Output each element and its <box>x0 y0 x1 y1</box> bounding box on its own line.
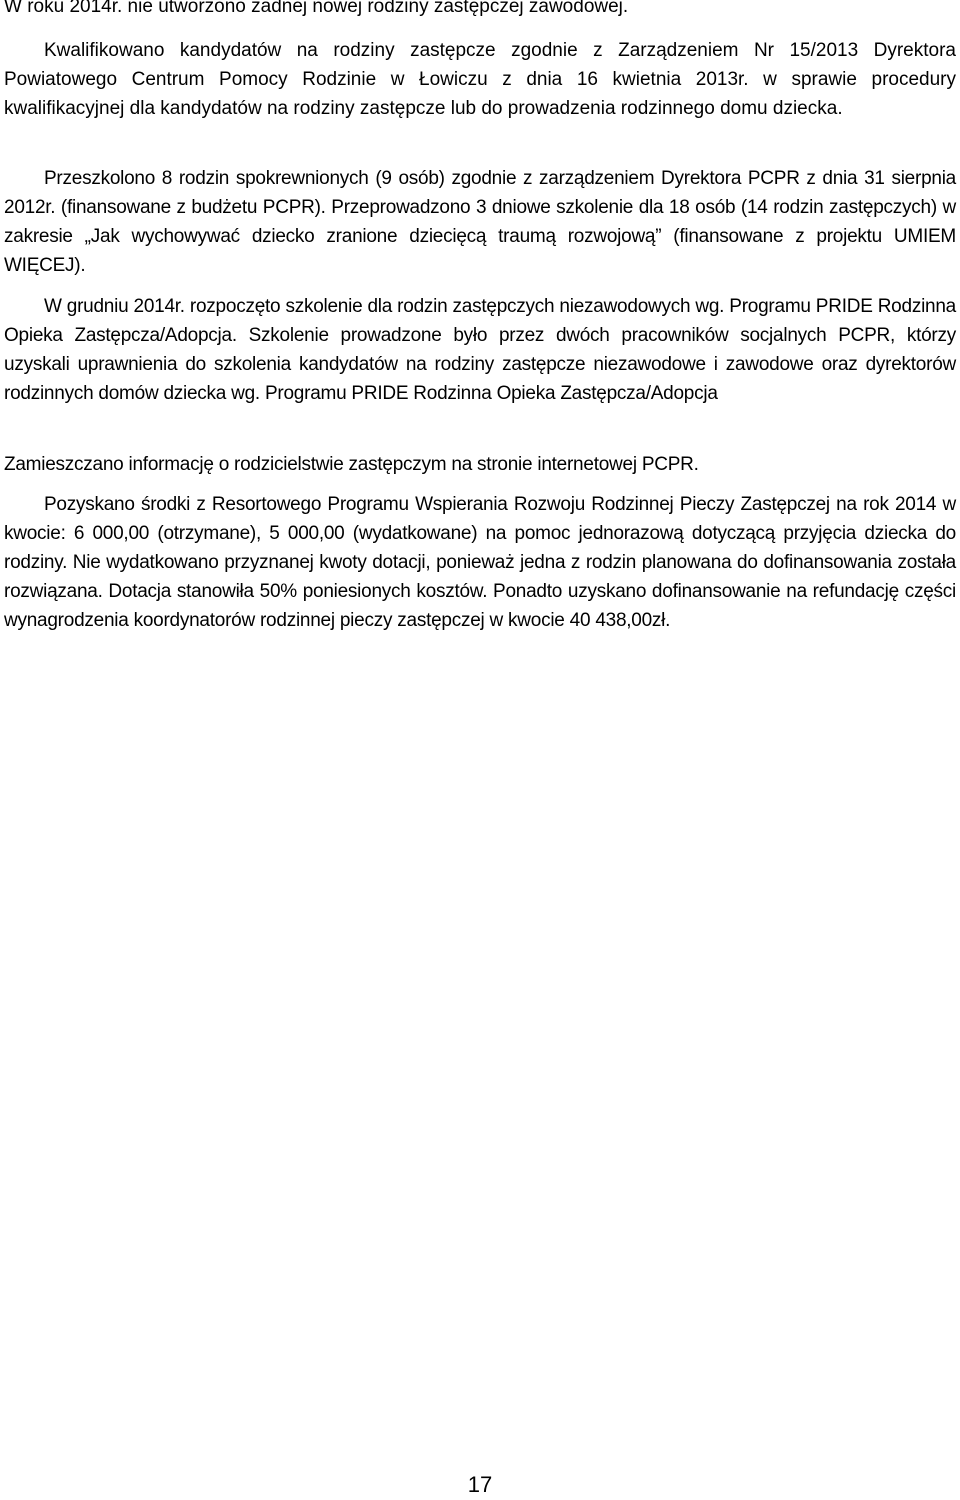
page-number: 17 <box>467 1472 493 1497</box>
paragraph-training-related-families: Przeszkolono 8 rodzin spokrewnionych (9 osób) zgodnie z zarządzeniem Dyrektora PCPR z dnia 31 sierpnia 2012r. (finansowane z budżetu PCPR). Przeprowadzono 3 dniowe szkolenie dla 18 osób (14 rodzin zastępczych) w zakresie „Jak wychowywać dziecko zranione dziecięcą traumą rozwojową” (finansowane z projektu UMIEM WIĘCEJ). <box>4 168 956 276</box>
paragraph-no-new-families: W roku 2014r. nie utworzono żadnej nowej rodziny zastępczej zawodowej. <box>4 0 629 17</box>
paragraph-qualification: Kwalifikowano kandydatów na rodziny zastępcze zgodnie z Zarządzeniem Nr 15/2013 Dyrektora Powiatowego Centrum Pomocy Rodzinie w Łowiczu z dnia 16 kwietnia 2013r. w sprawie procedury kwalifikacyjnej dla kandydatów na rodziny zastępcze lub do prowadzenia rodzinnego domu dziecka. <box>4 40 956 119</box>
paragraph-funding: Pozyskano środki z Resortowego Programu Wspierania Rozwoju Rodzinnej Pieczy Zastępczej na rok 2014 w kwocie: 6 000,00 (otrzymane), 5 000,00 (wydatkowane) na pomoc jednorazową dotyczącą przyjęcia dziecka do rodziny. Nie wydatkowano przyznanej kwoty dotacji, ponieważ jedna z rodzin planowana do dofinansowania została rozwiązana. Dotacja stanowiła 50% poniesionych kosztów. Ponadto uzyskano dofinansowanie na refundację części wynagrodzenia koordynatorów rodzinnej pieczy zastępczej w kwocie 40 438,00zł. <box>4 494 956 631</box>
paragraph-website-information: Zamieszczano informację o rodzicielstwie zastępczym na stronie internetowej PCPR. <box>4 454 699 475</box>
paragraph-pride-training: W grudniu 2014r. rozpoczęto szkolenie dla rodzin zastępczych niezawodowych wg. Programu PRIDE Rodzinna Opieka Zastępcza/Adopcja. Szkolenie prowadzone było przez dwóch pracowników socjalnych PCPR, którzy uzyskali uprawnienia do szkolenia kandydatów na rodziny zastępcze niezawodowe i zawodowe oraz dyrektorów rodzinnych domów dziecka wg. Programu PRIDE Rodzinna Opieka Zastępcza/Adopcja <box>4 296 956 404</box>
